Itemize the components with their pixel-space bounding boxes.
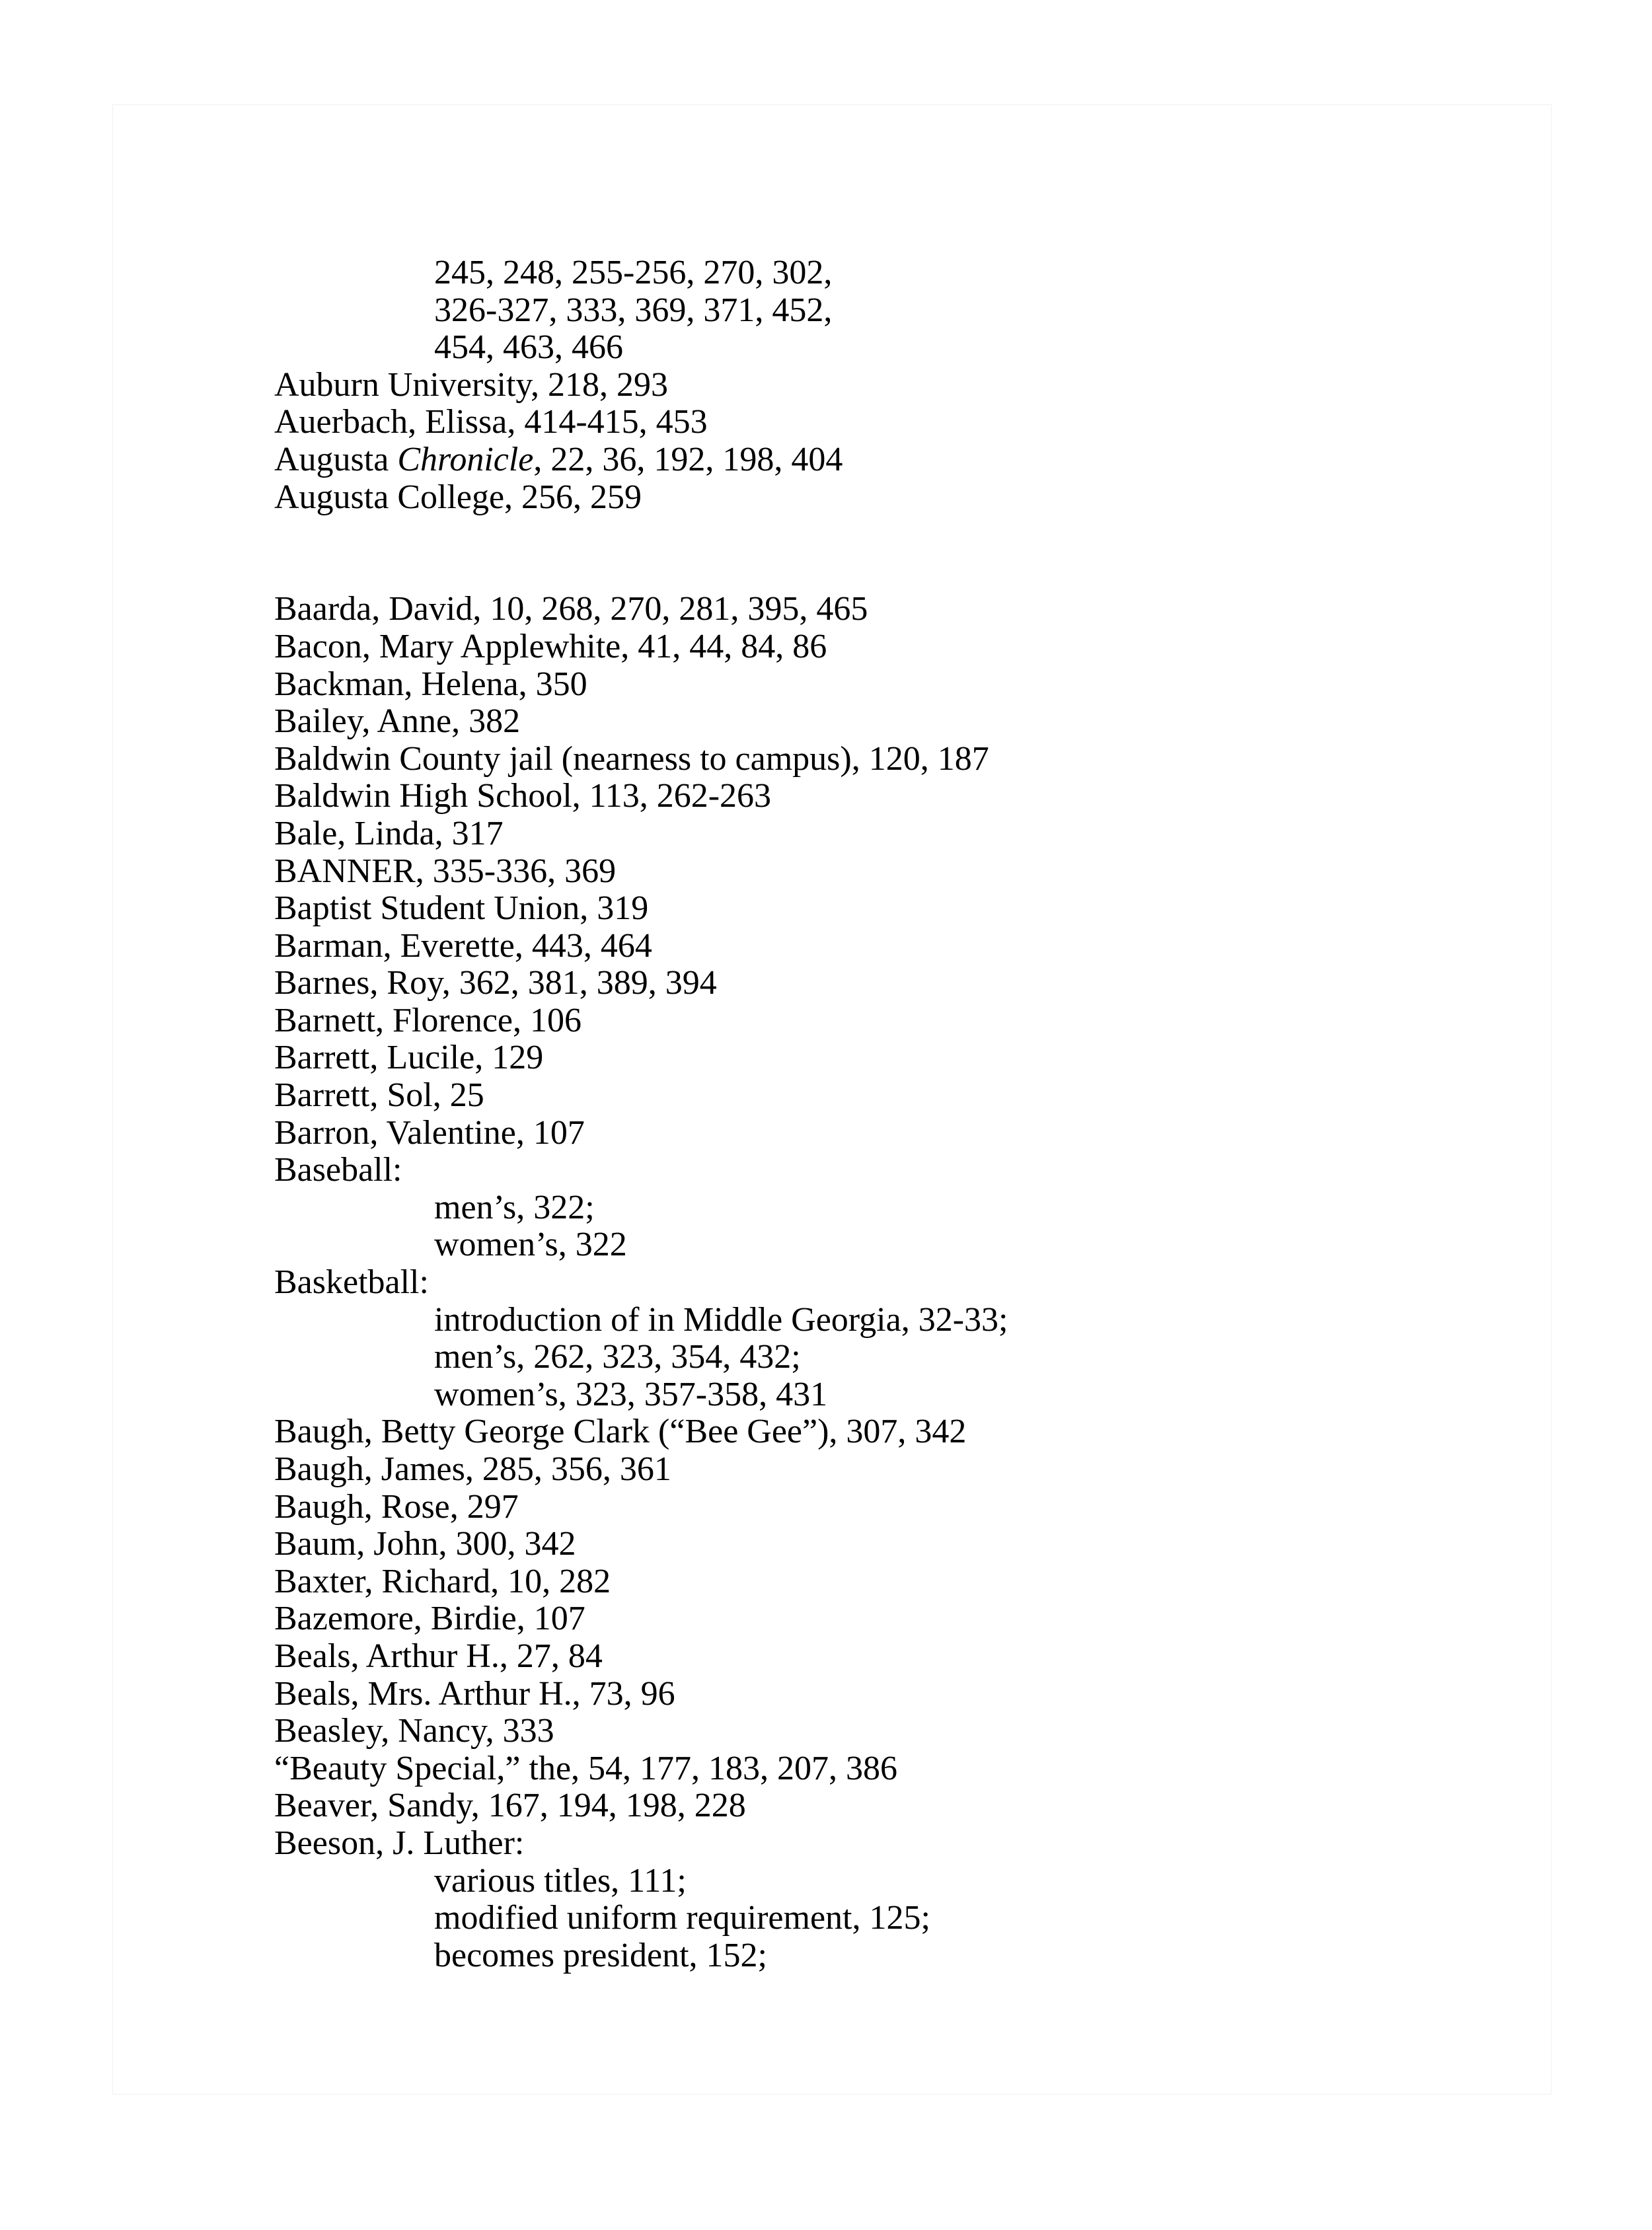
index-entry [274,928,1530,965]
entry-text: modified uniform requirement, 125; [434,1899,930,1937]
entry-text: Barman, Everette, 443, 464 [274,926,652,965]
entry-text: Baugh, Rose, 297 [274,1487,519,1526]
entry-text: Basketball: [274,1263,429,1302]
index-entry [274,1413,1530,1451]
entry-text: Augusta College, 256, 259 [274,478,642,516]
entry-text: 245, 248, 255-256, 270, 302, [434,254,833,291]
index-entry [274,441,1530,479]
entry-text: Baum, John, 300, 342 [274,1525,576,1563]
index-entry [274,1077,1530,1115]
entry-text: Auerbach, Elissa, 414-415, 453 [274,403,708,441]
index-subentry [274,329,1530,367]
entry-text: 454, 463, 466 [434,328,623,367]
index-subentry [274,1226,1530,1264]
index-entry [274,778,1530,815]
entry-text: Beeson, J. Luther: [274,1824,525,1862]
index-entry [274,1152,1530,1189]
entry-italic-title: Chronicle [397,440,534,478]
entry-text: Baugh, James, 285, 356, 361 [274,1450,671,1488]
entry-text: Beals, Arthur H., 27, 84 [274,1637,603,1675]
entry-text: becomes president, 152; [434,1936,767,1974]
entry-text: Beaver, Sandy, 167, 194, 198, 228 [274,1787,746,1825]
entry-text: Auburn University, 218, 293 [274,365,669,404]
entry-text: men’s, 322; [434,1188,595,1226]
entry-text: Barnes, Roy, 362, 381, 389, 394 [274,964,717,1002]
index-entry [274,1563,1530,1601]
index-entry [274,853,1530,891]
index-subentry [274,1339,1530,1376]
index-entry [274,965,1530,1002]
index-subentry [274,1189,1530,1227]
index-entry [274,1638,1530,1676]
entry-text: Augusta [274,440,398,478]
index-list [274,254,1530,1974]
index-subentry [274,1900,1530,1937]
entry-text: 326-327, 333, 369, 371, 452, [434,291,833,329]
entry-text: Baarda, David, 10, 268, 270, 281, 395, 465 [274,590,868,628]
index-subentry [274,1937,1530,1975]
index-entry [274,666,1530,704]
entry-text: Baseball: [274,1151,402,1189]
entry-text: Baldwin County jail (nearness to campus), 120, 187 [274,739,989,778]
entry-text: Beals, Mrs. Arthur H., 73, 96 [274,1674,675,1713]
entry-text: Baugh, Betty George Clark (“Bee Gee”), 307, 342 [274,1413,967,1451]
index-entry [274,479,1530,517]
section-gap [274,516,1530,591]
index-entry [274,890,1530,928]
index-entry [274,1451,1530,1489]
index-entry [274,1115,1530,1152]
entry-text: Bailey, Anne, 382 [274,702,521,741]
entry-text: Baxter, Richard, 10, 282 [274,1562,611,1600]
index-subentry [274,254,1530,292]
entry-text: men’s, 262, 323, 354, 432; [434,1338,801,1376]
entry-text: Barrett, Sol, 25 [274,1076,484,1115]
entry-text: Bale, Linda, 317 [274,814,504,852]
entry-text: Bazemore, Birdie, 107 [274,1600,585,1638]
index-entry [274,591,1530,628]
entry-text: women’s, 323, 357-358, 431 [434,1375,828,1413]
index-entry [274,1526,1530,1563]
entry-text: “Beauty Special,” the, 54, 177, 183, 207, 386 [274,1749,898,1787]
entry-text: Barrett, Lucile, 129 [274,1039,544,1077]
index-entry [274,1713,1530,1750]
index-entry [274,1039,1530,1077]
index-entry [274,703,1530,741]
entry-text: women’s, 322 [434,1226,627,1264]
entry-pages: , 22, 36, 192, 198, 404 [533,440,843,478]
index-entry [274,367,1530,404]
entry-text: introduction of in Middle Georgia, 32-33; [434,1300,1008,1339]
index-entry [274,1489,1530,1526]
entry-text: various titles, 111; [434,1861,687,1900]
index-entry [274,1787,1530,1825]
index-entry [274,404,1530,441]
entry-text: Backman, Helena, 350 [274,665,587,703]
index-subentry [274,1863,1530,1900]
index-entry [274,1825,1530,1863]
index-entry [274,815,1530,853]
entry-text: BANNER, 335-336, 369 [274,852,617,890]
entry-text: Beasley, Nancy, 333 [274,1712,554,1750]
index-entry [274,1676,1530,1713]
index-entry [274,741,1530,778]
entry-text: Barron, Valentine, 107 [274,1113,585,1152]
index-entry [274,1750,1530,1788]
index-subentry [274,1376,1530,1414]
entry-text: Baldwin High School, 113, 262-263 [274,777,772,815]
entry-text: Baptist Student Union, 319 [274,889,649,928]
entry-text: Barnett, Florence, 106 [274,1001,582,1039]
index-entry [274,1264,1530,1302]
entry-text: Bacon, Mary Applewhite, 41, 44, 84, 86 [274,627,827,665]
index-entry [274,1002,1530,1040]
index-entry [274,1600,1530,1638]
index-subentry [274,292,1530,330]
index-subentry [274,1302,1530,1339]
index-entry [274,628,1530,666]
